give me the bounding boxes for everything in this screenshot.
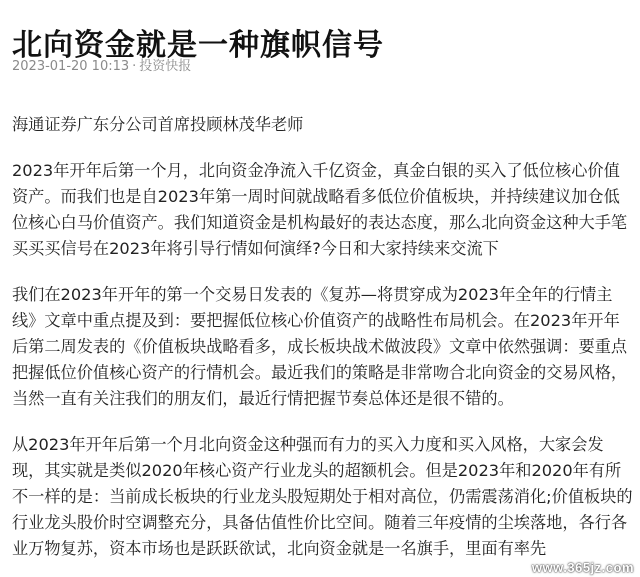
article-meta bbox=[12, 57, 191, 77]
meta-separator: · bbox=[132, 59, 137, 74]
article-paragraph: 我们在2023年开年的第一个交易日发表的《复苏—将贯穿成为2023年全年的行情主线》文章中重点提及到：要把握低位核心价值资产的战略性布局机会。在2023年开年后第二周发表的《价值板块战略看多，成长板块战术做波段》文章中依然强调：要重点把握低位价值核心资产的行情机会。最近我们的策略是非常吻合北向资金的交易风格，当然一直有关注我们的朋友们，最近行情把握节奏总体还是很不错的。 bbox=[12, 285, 628, 408]
article-title: 北向资金就是一种旗帜信号 bbox=[12, 28, 384, 64]
article-body bbox=[12, 112, 634, 577]
author-line: 海通证券广东分公司首席投顾林茂华老师 bbox=[12, 115, 304, 134]
article-paragraph: 2023年开年后第一个月，北向资金净流入千亿资金，真金白银的买入了低位核心价值资产。而我们也是自2023年第一周时间就战略看多低位价值板块，并持续建议加仓低位核心白马价值资产。我们知道资金是机构最好的表达态度，那么北向资金这种大手笔买买买信号在2023年将引导行情如何演绎?今日和大家持续来交流下 bbox=[12, 161, 628, 258]
category-link[interactable]: 投资快报 bbox=[139, 59, 192, 74]
article-paragraph: 从2023年开年后第一个月北向资金这种强而有力的买入力度和买入风格，大家会发现，其实就是类似2020年核心资产行业龙头的超额机会。但是2023年和2020年有所不一样的是：当前成长板块的行业龙头股短期处于相对高位，仍需震荡消化;价值板块的行业龙头股价时空调整充分，具备估值性价比空间。随着三年疫情的尘埃落地，各行各业万物复苏，资本市场也是跃跃欲试，北向资金就是一名旗手，里面有率先 bbox=[12, 435, 633, 558]
publish-datetime: 2023-01-20 10:13 bbox=[12, 59, 130, 74]
site-watermark: www.365jz.com bbox=[531, 560, 634, 575]
